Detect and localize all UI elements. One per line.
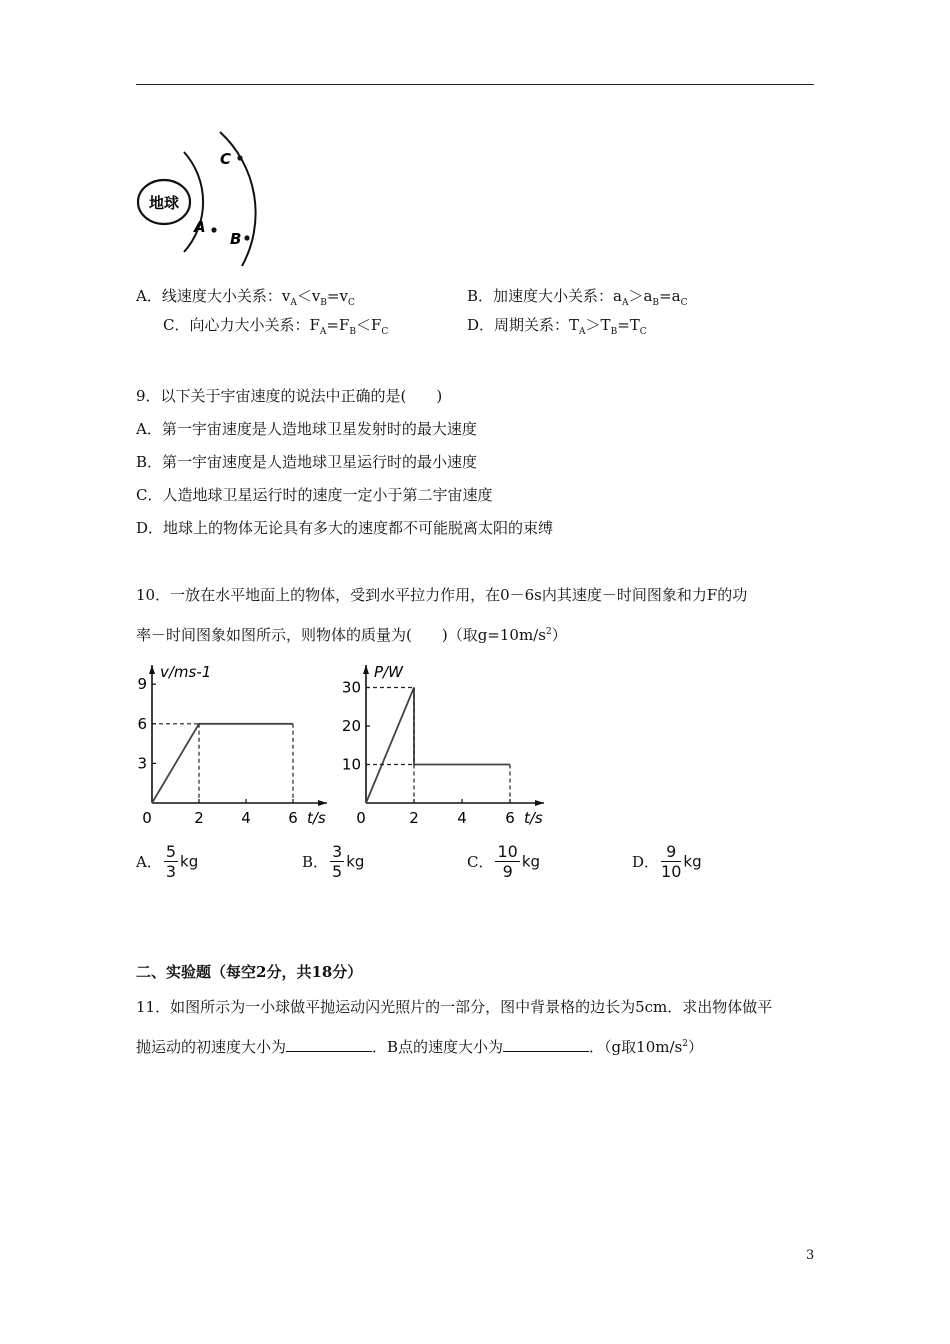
q9-option-a: A．第一宇宙速度是人造地球卫星发射时的最大速度 <box>136 420 477 438</box>
velocity-time-chart <box>132 657 332 829</box>
q9-option-c: C．人造地球卫星运行时的速度一定小于第二宇宙速度 <box>136 486 493 504</box>
x-tick-label: 2 <box>409 809 419 827</box>
y-tick-label: 20 <box>341 717 361 735</box>
y-tick-label: 30 <box>341 678 361 697</box>
y-axis-arrow <box>149 665 155 674</box>
label-a: A <box>194 218 206 236</box>
x-axis-label: t/s <box>524 809 543 827</box>
header-rule <box>136 84 814 85</box>
q11-line1: 11．如图所示为一小球做平抛运动闪光照片的一部分，图中背景格的边长为5cm．求出物体做平 <box>136 998 773 1016</box>
x-tick-label: 0 <box>356 809 366 827</box>
y-tick-label: 9 <box>137 675 147 694</box>
q9-option-d: D．地球上的物体无论具有多大的速度都不可能脱离太阳的束缚 <box>136 519 554 537</box>
q10-option-b: B． $\frac{3}{5}$ kg <box>302 842 365 881</box>
x-tick-label: 2 <box>194 809 204 827</box>
q8-option-b: B．加速度大小关系：$a_A>a_B=a_C$ <box>467 287 688 308</box>
label-c: C <box>220 150 232 168</box>
answer-blank-2[interactable] <box>503 1037 589 1052</box>
q11-line2: 抛运动的初速度大小为 ．B点的速度大小为 ．（g取$10m/s^2$） <box>136 1038 703 1056</box>
y-tick-label: 6 <box>137 714 147 733</box>
x-tick-label: 4 <box>457 809 467 827</box>
x-tick-label: 6 <box>288 809 298 827</box>
series-line <box>152 724 293 803</box>
q10-stem-line1: 10．一放在水平地面上的物体，受到水平拉力作用，在0－6s内其速度－时间图象和力F的功 <box>136 586 748 604</box>
x-axis-label: t/s <box>307 809 326 827</box>
label-b: B <box>230 230 242 248</box>
q10-option-c: C． $\frac{10}{9}$ kg <box>467 842 541 881</box>
q8-option-c: C．向心力大小关系：$F_A=F_B<F_C$ <box>163 316 389 337</box>
section2-title: 二、实验题（每空2分，共18分） <box>136 963 363 981</box>
q9-stem: 9．以下关于宇宙速度的说法中正确的是( ) <box>136 387 443 405</box>
q10-stem-line2: 率－时间图象如图所示，则物体的质量为( )（取$g=10m/s^2$） <box>136 626 567 644</box>
x-tick-label: 4 <box>241 809 251 827</box>
q8-option-a: A．线速度大小关系：$v_A<v_B=v_C$ <box>136 287 355 308</box>
x-axis-arrow <box>318 800 327 806</box>
page-number: 3 <box>806 1248 815 1263</box>
q8-option-d: D．周期关系：$T_A>T_B=T_C$ <box>467 316 647 337</box>
x-axis-arrow <box>535 800 544 806</box>
power-time-chart <box>340 657 550 829</box>
y-tick-label: 3 <box>137 754 147 773</box>
x-tick-label: 0 <box>142 809 152 827</box>
y-axis-label: v/ms-1 <box>160 663 212 681</box>
earth-label: 地球 <box>148 194 180 212</box>
q10-option-d: D． $\frac{9}{10}$ kg <box>632 842 702 881</box>
x-tick-label: 6 <box>505 809 515 827</box>
q9-option-b: B．第一宇宙速度是人造地球卫星运行时的最小速度 <box>136 453 478 471</box>
y-tick-label: 10 <box>341 755 361 774</box>
q10-option-a: A． $\frac{5}{3}$ kg <box>136 842 199 881</box>
answer-blank-1[interactable] <box>286 1037 372 1052</box>
orbit-figure <box>132 128 272 270</box>
y-axis-label: P/W <box>374 663 403 681</box>
y-axis-arrow <box>363 665 369 674</box>
series-line <box>366 688 510 804</box>
